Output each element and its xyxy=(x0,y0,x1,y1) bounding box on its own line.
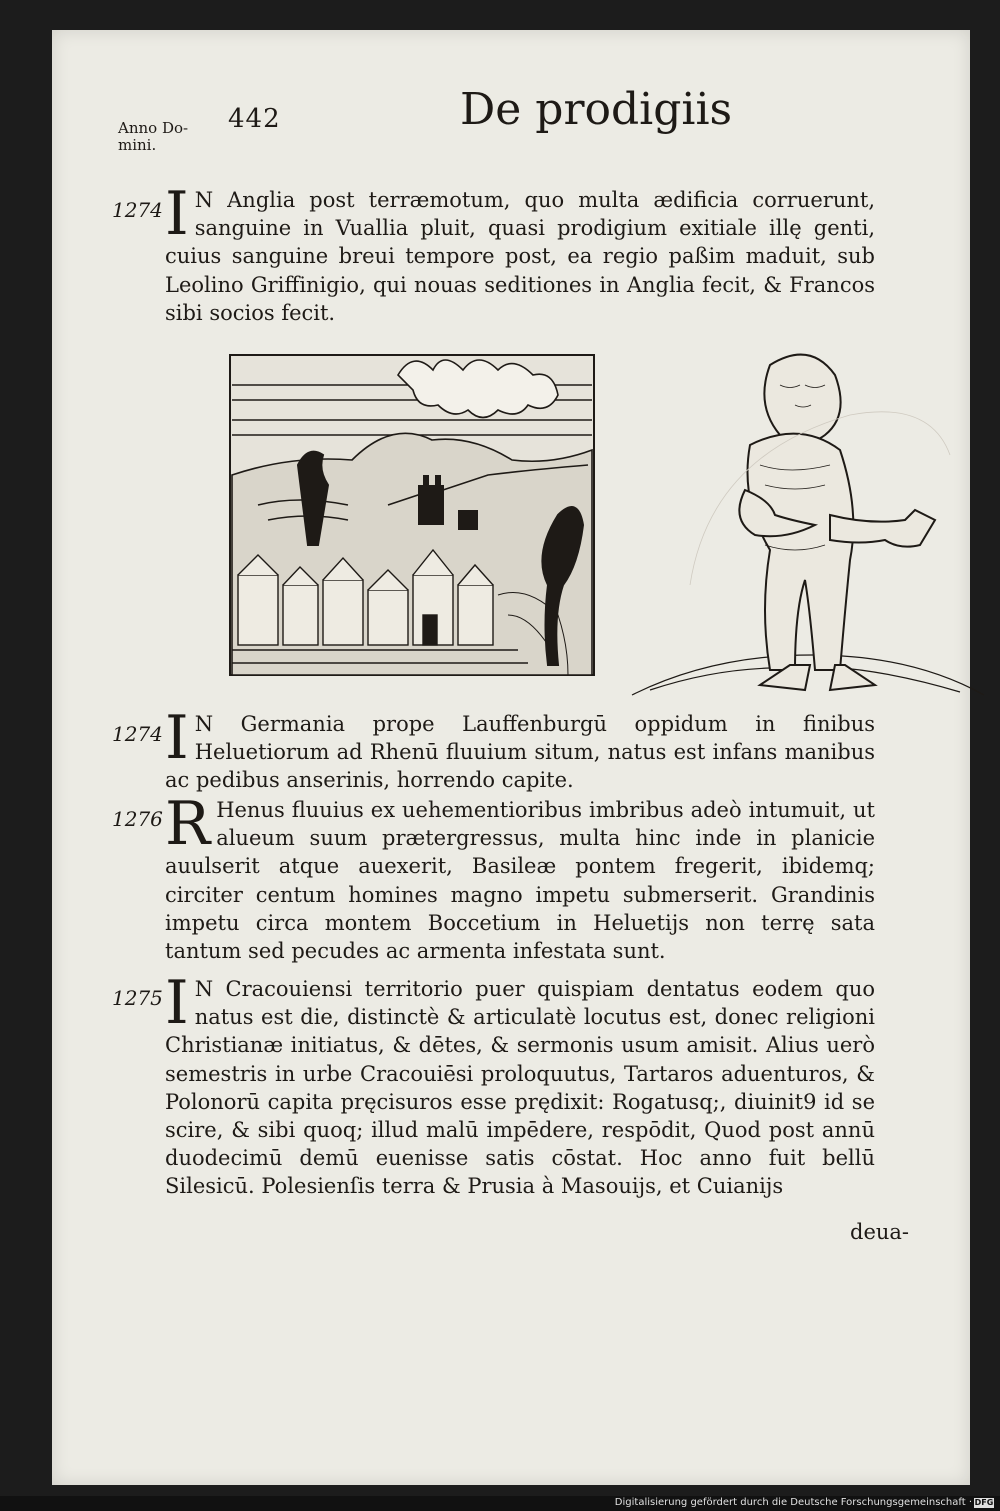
entry-year: 1274 xyxy=(112,198,163,222)
entry-text: N Anglia post terræmotum, quo multa ædificia corruerunt, sanguine in Vuallia pluit, quasi prodigium exitiale illę genti, cuius sanguine breui tempore post, ea regio paßim maduit, sub Leolino Griffinigio, qui nouas seditiones in Anglia fecit, & Francos sibi socios fecit. xyxy=(165,188,875,325)
entry-text: Henus fluuius ex uehementioribus imbribus adeò intumuit, ut alueum suum prætergressus, multa hinc inde in planicie auulserit atque auexerit, Basileæ pontem fregerit, ibidemq; circiter centum homines magno impetu submerserit. Grandinis impetu circa montem Boccetium in Heluetijs non terrę sata tantum sed pecudes ac armenta infestata sunt. xyxy=(165,798,875,964)
entry-paragraph xyxy=(165,179,875,327)
dfg-logo: DFG xyxy=(974,1498,994,1507)
entry-paragraph xyxy=(165,789,875,965)
dropcap: I xyxy=(165,703,189,773)
margin-annotation-line2: mini. xyxy=(118,136,157,154)
dropcap: I xyxy=(165,179,189,249)
entry-paragraph xyxy=(165,703,875,795)
margin-annotation xyxy=(118,120,228,154)
entry-year: 1275 xyxy=(112,986,163,1010)
entry-paragraph xyxy=(165,968,875,1201)
margin-annotation-line1: Anno Do- xyxy=(118,119,189,137)
dropcap: I xyxy=(165,968,189,1038)
woodcut-monstrous-infant xyxy=(630,345,986,705)
catchword: deua- xyxy=(850,1220,910,1244)
footer-credit: Digitalisierung gefördert durch die Deutsche Forschungsgemeinschaft · xyxy=(614,1497,972,1508)
woodcut-town-landscape xyxy=(228,345,596,697)
dropcap: R xyxy=(165,789,211,859)
entry-text: N Cracouiensi territorio puer quispiam dentatus eodem quo natus est die, distinctè & articulatè locutus est, donec religioni Christianæ initiatus, & dētes, & sermonis usum amisit. Alius uerò semestris in urbe Cracouiēsi proloquutus, Tartaros aduenturos, & Polonorū capita pręcisuros esse prędixit: Rogatusq;, diuinit9 id se scire, & sibi quoq; illud malū impēdere, respōdit, Quod post annū duodecimū demū euenisse satis cōstat. Hoc anno fuit bellū Silesicū. Polesienſis terra & Prusia à Masouijs, et Cuianijs xyxy=(165,977,875,1199)
entry-year: 1274 xyxy=(112,722,163,746)
page-number: 442 xyxy=(228,104,281,134)
running-head: De prodigiis xyxy=(460,84,733,135)
entry-text: N Germania prope Lauffenburgū oppidum in finibus Heluetiorum ad Rhenū fluuium situm, natus est infans manibus ac pedibus anserinis, horrendo capite. xyxy=(165,712,875,793)
entry-year: 1276 xyxy=(112,807,163,831)
